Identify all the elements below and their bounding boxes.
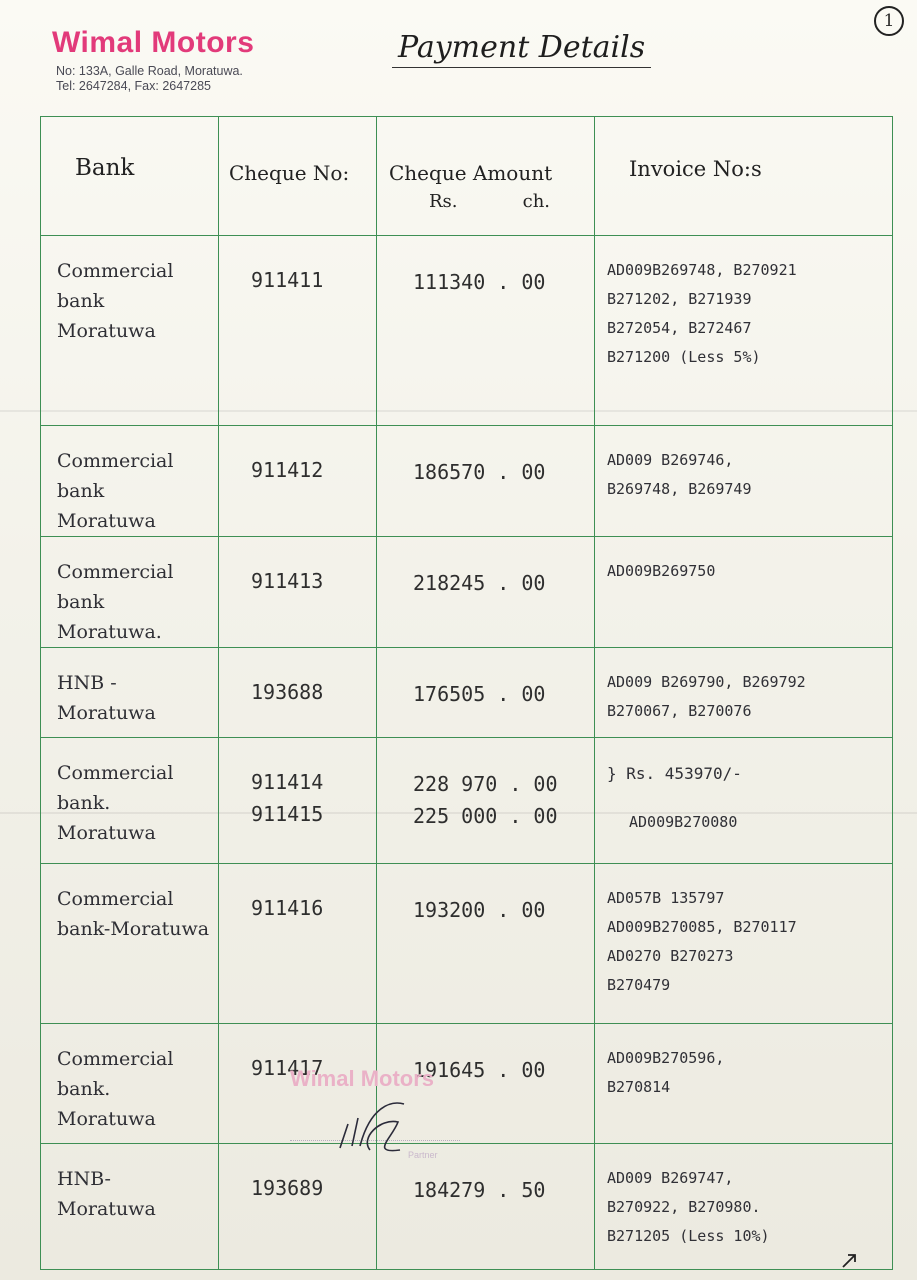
bank-name-line: Commercial bank <box>57 561 174 613</box>
combined-amount-note: } Rs. 453970/- <box>607 764 742 783</box>
company-address <box>56 64 243 94</box>
invoice-number-line: B270479 <box>607 976 671 994</box>
cheque-amount-cell <box>377 426 595 537</box>
bank-name-line: bank-Moratuwa <box>57 918 210 940</box>
invoice-number-line: B270814 <box>607 1078 671 1096</box>
bank-name-line: Commercial <box>57 762 174 784</box>
cheque-amount-cell <box>377 1144 595 1270</box>
header-invoice-nos: Invoice No:s <box>595 117 893 236</box>
invoice-cell <box>595 864 893 1024</box>
invoice-number-line: B270922, B270980. <box>607 1198 761 1216</box>
cheque-amount: 228 970 . 00 <box>413 772 558 796</box>
cheque-amount-cell <box>377 236 595 426</box>
cheque-no-cell <box>219 648 377 738</box>
invoice-number-line: AD009B270080 <box>629 813 738 831</box>
cheque-amount: 111340 . 00 <box>413 270 546 294</box>
table-row <box>41 1024 893 1144</box>
invoice-number-line: AD009 B269790, B269792 <box>607 673 806 691</box>
cheque-number: 911414 <box>251 770 324 794</box>
table-header-row <box>41 117 893 236</box>
invoice-cell <box>595 236 893 426</box>
table-row <box>41 738 893 864</box>
bank-name-line: Commercial <box>57 888 174 910</box>
cheque-amount: 191645 . 00 <box>413 1058 546 1082</box>
bank-name-line: Moratuwa <box>57 702 156 724</box>
invoice-number-line: B271200 (Less 5%) <box>607 348 761 366</box>
bank-name-line: Moratuwa <box>57 510 156 532</box>
contact-line: Tel: 2647284, Fax: 2647285 <box>56 79 211 93</box>
cheque-number: 911417 <box>251 1056 324 1080</box>
bank-name-line: Commercial bank <box>57 260 174 312</box>
header-bank: Bank <box>41 117 219 236</box>
invoice-number-line: B272054, B272467 <box>607 319 752 337</box>
invoice-number-line: AD057B 135797 <box>607 889 725 907</box>
header-cheque-amount: Cheque Amount Rs. ch. <box>377 117 595 236</box>
cheque-no-cell <box>219 738 377 864</box>
cheque-amount-cell <box>377 864 595 1024</box>
bank-name-line: HNB- <box>57 1168 111 1190</box>
page-number: 1 <box>874 6 904 36</box>
invoice-number-line: B271205 (Less 10%) <box>607 1227 770 1245</box>
cheque-number: 911416 <box>251 896 324 920</box>
table-row <box>41 426 893 537</box>
cheque-number: 193688 <box>251 680 324 704</box>
cheque-amount: 193200 . 00 <box>413 898 546 922</box>
invoice-cell <box>595 738 893 864</box>
watermark-stamp: Wimal Motors <box>290 1066 435 1091</box>
bank-name-line: Moratuwa. <box>57 621 162 643</box>
cheque-number: 911411 <box>251 268 324 292</box>
invoice-cell <box>595 537 893 648</box>
cheque-amount-cell <box>377 738 595 864</box>
cheque-number: 193689 <box>251 1176 324 1200</box>
table-row <box>41 1144 893 1270</box>
invoice-number-line: B271202, B271939 <box>607 290 752 308</box>
bank-name-line: Moratuwa <box>57 320 156 342</box>
bank-name-line: bank. Moratuwa <box>57 792 156 844</box>
cheque-amount: 184279 . 50 <box>413 1178 546 1202</box>
invoice-number-line: AD009 B269747, <box>607 1169 734 1187</box>
bank-cell <box>41 537 219 648</box>
cheque-no-cell <box>219 537 377 648</box>
cheque-no-cell <box>219 1144 377 1270</box>
invoice-number-line: AD009B269748, B270921 <box>607 261 797 279</box>
bank-name-line: bank. Moratuwa <box>57 1078 156 1130</box>
bank-cell <box>41 1144 219 1270</box>
cheque-number: 911412 <box>251 458 324 482</box>
cheque-amount: 218245 . 00 <box>413 571 546 595</box>
invoice-number-line: AD009B270085, B270117 <box>607 918 797 936</box>
arrow-icon <box>840 1250 860 1270</box>
table-row <box>41 648 893 738</box>
invoice-number-line: B270067, B270076 <box>607 702 752 720</box>
bank-cell <box>41 738 219 864</box>
bank-cell <box>41 864 219 1024</box>
page-title: Payment Details <box>392 30 651 68</box>
invoice-cell <box>595 648 893 738</box>
bank-name-line: HNB - <box>57 672 117 694</box>
invoice-number-line: AD009B269750 <box>607 562 716 580</box>
cheque-amount-cell <box>377 537 595 648</box>
invoice-number-line: B269748, B269749 <box>607 480 752 498</box>
cheque-number: 911413 <box>251 569 324 593</box>
table-row <box>41 537 893 648</box>
cheque-no-cell <box>219 864 377 1024</box>
cheque-amount: 225 000 . 00 <box>413 804 558 828</box>
bank-cell <box>41 236 219 426</box>
header-cts: ch. <box>522 191 551 212</box>
bank-name-line: Commercial bank <box>57 450 174 502</box>
company-logo: Wimal Motors <box>52 26 255 59</box>
cheque-number: 911415 <box>251 802 324 826</box>
invoice-number-line: AD0270 B270273 <box>607 947 734 965</box>
bank-cell <box>41 426 219 537</box>
cheque-amount: 186570 . 00 <box>413 460 546 484</box>
invoice-cell <box>595 1024 893 1144</box>
bank-name-line: Commercial <box>57 1048 174 1070</box>
address-line: No: 133A, Galle Road, Moratuwa. <box>56 64 243 78</box>
cheque-no-cell <box>219 426 377 537</box>
invoice-number-line: AD009 B269746, <box>607 451 734 469</box>
payment-table <box>40 116 893 1270</box>
bank-name-line: Moratuwa <box>57 1198 156 1220</box>
cheque-no-cell <box>219 236 377 426</box>
table-row <box>41 864 893 1024</box>
table-row <box>41 236 893 426</box>
bank-cell <box>41 1024 219 1144</box>
cheque-amount-cell <box>377 648 595 738</box>
invoice-cell <box>595 426 893 537</box>
header-rs: Rs. <box>429 191 458 212</box>
bank-cell <box>41 648 219 738</box>
invoice-number-line: AD009B270596, <box>607 1049 725 1067</box>
partner-label: Partner <box>408 1150 438 1160</box>
header-cheque-no: Cheque No: <box>219 117 377 236</box>
signature-mark <box>330 1098 420 1158</box>
cheque-amount: 176505 . 00 <box>413 682 546 706</box>
